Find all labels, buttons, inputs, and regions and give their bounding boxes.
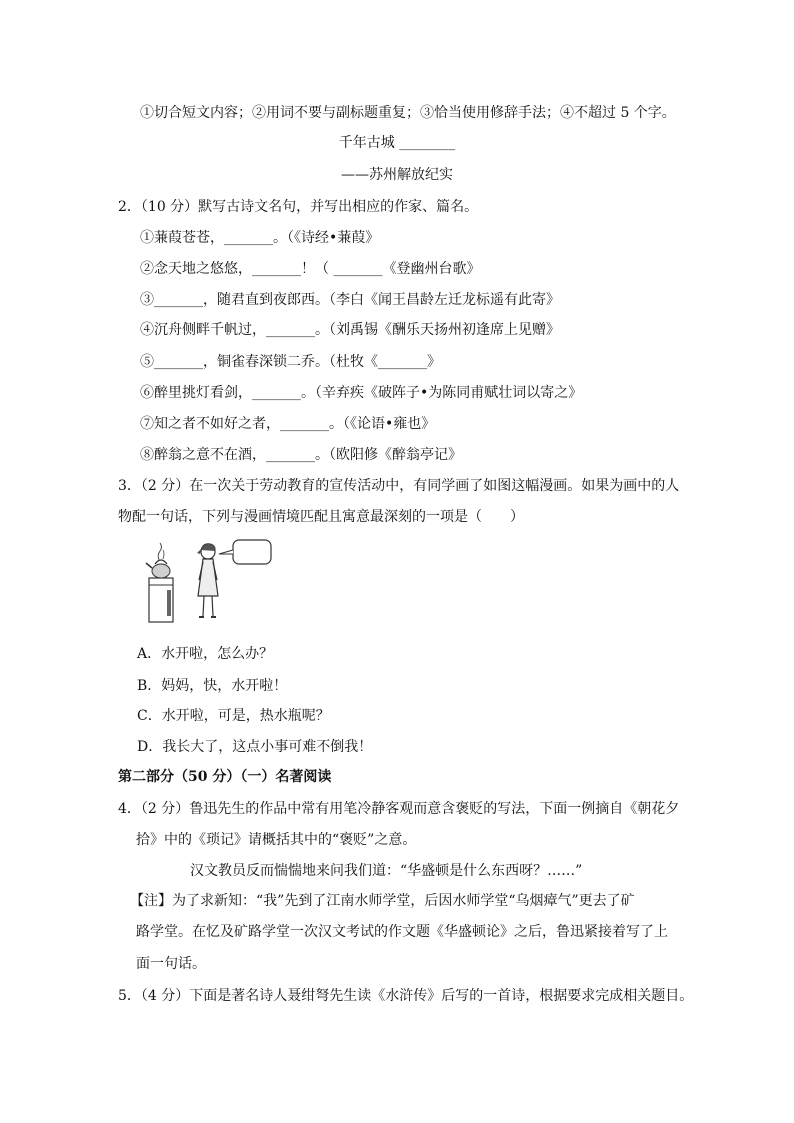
q2-item: ⑧醉翁之意不在酒，_______。（欧阳修《醉翁亭记》 [140,447,462,463]
kettle-shape [152,564,170,578]
steam-shape [158,543,161,560]
q2-item: ③_______，随君直到夜郎西。（李白《闻王昌龄左迁龙标遥有此寄》 [140,292,560,308]
q3-option-b: B．妈妈，快，水开啦！ [137,678,288,694]
q2-item: ①蒹葭苍苍，_______。（《诗经•蒹葭》 [140,230,380,246]
q4-note-line3: 面一句话。 [136,956,206,972]
q3-option-a: A．水开啦，怎么办？ [137,646,274,662]
section-heading: 第二部分（50 分）（一）名著阅读 [118,769,332,785]
q1-subtitle-line: ——苏州解放纪实 [341,167,453,183]
cartoon-illustration [145,538,275,626]
q2-item: ⑦知之者不如好之者，_______。（《论语•雍也》 [140,416,436,432]
q3-stem-line1: 3．（2 分）在一次关于劳动教育的宣传活动中，有同学画了如图这幅漫画。如果为画中的人 [118,478,680,494]
q2-item: ②念天地之悠悠，_______！（ _______《登幽州台歌》 [140,261,481,277]
girl-dress-shape [198,559,218,596]
q1-requirements: ①切合短文内容；②用词不要与副标题重复；③恰当使用修辞手法；④不超过 5 个字。 [140,105,676,121]
q4-quote: 汉文教员反而惴惴地来问我们道：“华盛顿是什么东西呀？……” [190,863,583,879]
q1-title-line: 千年古城 ________ [338,135,456,151]
q4-note-line1: 【注】为了求新知：“我”先到了江南水师学堂，后因水师学堂“乌烟瘴气”更去了矿 [130,893,635,909]
q4-stem-line2: 拾》中的《琐记》请概括其中的“褒贬”之意。 [136,832,417,848]
q5-stem: 5．（4 分）下面是著名诗人聂绀弩先生读《水浒传》后写的一首诗，根据要求完成相关题目。 [118,988,694,1004]
speech-bubble-shape [233,540,271,564]
q2-stem: 2．（10 分）默写古诗文名句，并写出相应的作家、篇名。 [118,199,479,215]
q2-item: ⑤_______，铜雀春深锁二乔。（杜牧《_______》 [140,354,441,370]
q4-note-line2: 路学堂。在忆及矿路学堂一次汉文考试的作文题《华盛顿论》之后，鲁迅紧接着写了上 [136,924,668,940]
q2-item: ⑥醉里挑灯看剑，_______。（辛弃疾《破阵子•为陈同甫赋壮词以寄之》 [140,385,583,401]
q2-item: ④沉舟侧畔千帆过，_______。（刘禹锡《酬乐天扬州初逢席上见赠》 [140,322,560,338]
q3-stem-line2: 物配一句话，下列与漫画情境匹配且寓意最深刻的一项是（ ） [118,509,524,525]
q3-option-d: D．我长大了，这点小事可难不倒我！ [137,739,373,755]
q4-stem-line1: 4．（2 分）鲁迅先生的作品中常有用笔冷静客观而意含褒贬的写法，下面一例摘自《朝花夕 [118,801,680,817]
q3-option-c: C．水开啦，可是，热水瓶呢？ [137,708,330,724]
